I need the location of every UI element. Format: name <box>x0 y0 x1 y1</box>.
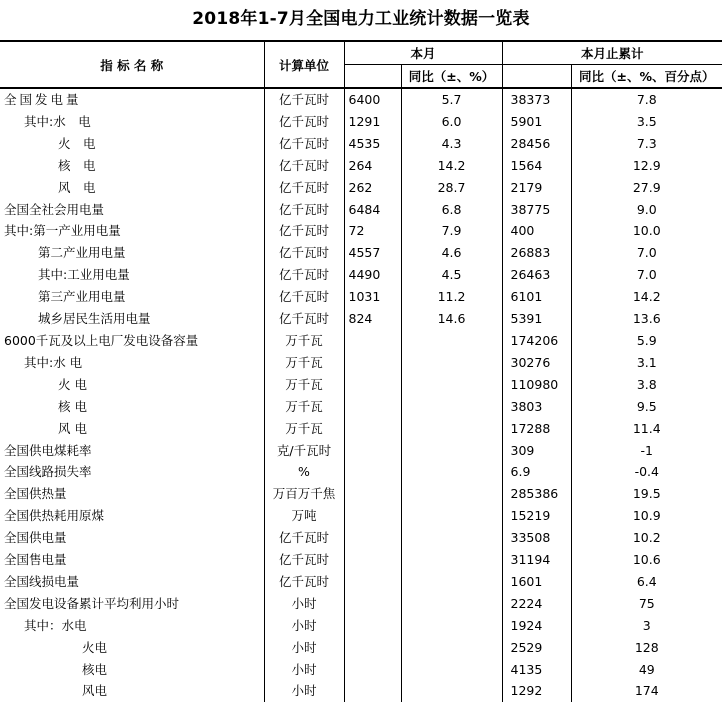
row-unit: 小时 <box>264 637 344 659</box>
row-cumulative-yoy: 128 <box>571 637 722 659</box>
row-cumulative-value: 31194 <box>502 549 571 571</box>
row-cumulative-value: 30276 <box>502 352 571 374</box>
row-cumulative-yoy: 9.5 <box>571 396 722 418</box>
row-unit: 万吨 <box>264 505 344 527</box>
row-month-value <box>344 352 401 374</box>
row-cumulative-yoy: 10.0 <box>571 220 722 242</box>
row-cumulative-value: 174206 <box>502 330 571 352</box>
row-unit: 亿千瓦时 <box>264 308 344 330</box>
row-name: 火 电 <box>58 376 87 392</box>
row-month-yoy: 4.6 <box>401 242 502 264</box>
row-month-yoy: 6.0 <box>401 111 502 133</box>
header-indicator: 指 标 名 称 <box>0 41 264 88</box>
table-row <box>0 308 722 330</box>
header-unit: 计算单位 <box>264 41 344 88</box>
row-name: 全国供电量 <box>4 530 67 546</box>
row-unit: 亿千瓦时 <box>264 199 344 221</box>
row-name: 其中:水 电 <box>24 354 83 370</box>
row-cumulative-value: 285386 <box>502 483 571 505</box>
table-row <box>0 680 722 702</box>
row-cumulative-value: 1601 <box>502 571 571 593</box>
row-name: 全国发电量 <box>4 92 82 107</box>
row-month-yoy: 5.7 <box>401 88 502 111</box>
row-month-yoy: 4.3 <box>401 133 502 155</box>
table-row <box>0 374 722 396</box>
row-month-value <box>344 505 401 527</box>
row-month-value: 262 <box>344 177 401 199</box>
table-row <box>0 615 722 637</box>
row-month-yoy <box>401 637 502 659</box>
row-month-value <box>344 330 401 352</box>
row-month-yoy <box>401 593 502 615</box>
row-name: 核电 <box>82 661 108 677</box>
row-month-yoy <box>401 527 502 549</box>
row-month-yoy <box>401 440 502 462</box>
row-cumulative-yoy: 27.9 <box>571 177 722 199</box>
row-name: 火 电 <box>58 135 96 151</box>
row-month-value <box>344 440 401 462</box>
row-name: 6000千瓦及以上电厂发电设备容量 <box>4 332 199 348</box>
table-row <box>0 264 722 286</box>
header-cumulative-value <box>502 65 571 89</box>
row-month-value: 72 <box>344 220 401 242</box>
row-month-value <box>344 396 401 418</box>
header-month: 本月 <box>344 41 502 65</box>
row-unit: 克/千瓦时 <box>264 440 344 462</box>
table-row <box>0 637 722 659</box>
table-row <box>0 352 722 374</box>
row-unit: 亿千瓦时 <box>264 220 344 242</box>
row-month-value <box>344 418 401 440</box>
row-month-value: 4490 <box>344 264 401 286</box>
row-unit: 亿千瓦时 <box>264 527 344 549</box>
row-cumulative-value: 15219 <box>502 505 571 527</box>
row-cumulative-value: 5901 <box>502 111 571 133</box>
row-cumulative-yoy: -1 <box>571 440 722 462</box>
row-month-yoy <box>401 483 502 505</box>
row-unit: 小时 <box>264 659 344 681</box>
row-cumulative-value: 38373 <box>502 88 571 111</box>
table-row <box>0 111 722 133</box>
row-cumulative-yoy: 10.2 <box>571 527 722 549</box>
row-cumulative-value: 3803 <box>502 396 571 418</box>
row-month-value <box>344 461 401 483</box>
row-unit: 小时 <box>264 680 344 702</box>
table-row <box>0 396 722 418</box>
row-name: 其中:工业用电量 <box>38 267 130 283</box>
row-cumulative-value: 2529 <box>502 637 571 659</box>
row-month-yoy <box>401 374 502 396</box>
row-cumulative-value: 2224 <box>502 593 571 615</box>
row-unit: 万百万千焦 <box>264 483 344 505</box>
row-cumulative-value: 4135 <box>502 659 571 681</box>
row-name: 全国供电煤耗率 <box>4 442 92 458</box>
row-month-yoy: 11.2 <box>401 286 502 308</box>
row-month-value <box>344 374 401 396</box>
row-month-yoy <box>401 680 502 702</box>
row-cumulative-yoy: -0.4 <box>571 461 722 483</box>
row-name: 其中：水电 <box>24 617 87 633</box>
row-cumulative-value: 309 <box>502 440 571 462</box>
row-cumulative-yoy: 3.8 <box>571 374 722 396</box>
table-row <box>0 440 722 462</box>
row-cumulative-yoy: 14.2 <box>571 286 722 308</box>
row-cumulative-yoy: 9.0 <box>571 199 722 221</box>
table-row <box>0 593 722 615</box>
header-cumulative-yoy: 同比（±、%、百分点） <box>571 65 722 89</box>
table-row <box>0 242 722 264</box>
row-cumulative-yoy: 19.5 <box>571 483 722 505</box>
row-unit: % <box>264 461 344 483</box>
row-cumulative-yoy: 174 <box>571 680 722 702</box>
row-cumulative-yoy: 11.4 <box>571 418 722 440</box>
table-row <box>0 155 722 177</box>
table-row <box>0 199 722 221</box>
row-name: 其中:水 电 <box>24 113 91 129</box>
row-cumulative-yoy: 7.0 <box>571 242 722 264</box>
row-month-yoy <box>401 571 502 593</box>
row-month-yoy <box>401 505 502 527</box>
row-cumulative-value: 2179 <box>502 177 571 199</box>
row-name: 核 电 <box>58 398 87 414</box>
row-unit: 亿千瓦时 <box>264 133 344 155</box>
table-row <box>0 483 722 505</box>
row-name: 第三产业用电量 <box>38 289 126 305</box>
row-unit: 万千瓦 <box>264 396 344 418</box>
row-month-yoy: 4.5 <box>401 264 502 286</box>
row-name: 全国供热耗用原煤 <box>4 508 105 524</box>
row-month-yoy <box>401 352 502 374</box>
header-cumulative: 本月止累计 <box>502 41 722 65</box>
row-unit: 亿千瓦时 <box>264 111 344 133</box>
row-month-yoy <box>401 659 502 681</box>
row-unit: 万千瓦 <box>264 374 344 396</box>
row-cumulative-yoy: 10.9 <box>571 505 722 527</box>
row-month-value <box>344 549 401 571</box>
row-month-yoy: 28.7 <box>401 177 502 199</box>
header-month-value <box>344 65 401 89</box>
row-cumulative-yoy: 7.8 <box>571 88 722 111</box>
row-cumulative-value: 1292 <box>502 680 571 702</box>
row-name: 全国售电量 <box>4 552 67 568</box>
row-month-value <box>344 527 401 549</box>
row-month-yoy: 6.8 <box>401 199 502 221</box>
row-cumulative-value: 1924 <box>502 615 571 637</box>
table-row <box>0 220 722 242</box>
row-cumulative-yoy: 6.4 <box>571 571 722 593</box>
row-month-value: 824 <box>344 308 401 330</box>
row-cumulative-value: 400 <box>502 220 571 242</box>
row-cumulative-value: 26463 <box>502 264 571 286</box>
row-cumulative-value: 26883 <box>502 242 571 264</box>
row-month-value <box>344 637 401 659</box>
row-cumulative-yoy: 75 <box>571 593 722 615</box>
row-month-value <box>344 615 401 637</box>
row-name: 城乡居民生活用电量 <box>38 311 151 327</box>
row-month-yoy <box>401 418 502 440</box>
table-row <box>0 286 722 308</box>
row-month-yoy <box>401 615 502 637</box>
row-unit: 亿千瓦时 <box>264 155 344 177</box>
header-month-yoy: 同比（±、%） <box>401 65 502 89</box>
row-name: 风 电 <box>58 179 96 195</box>
row-name: 风电 <box>82 683 108 699</box>
row-unit: 亿千瓦时 <box>264 286 344 308</box>
table-row <box>0 527 722 549</box>
statistics-table <box>0 40 722 702</box>
row-month-value: 1031 <box>344 286 401 308</box>
table-body <box>0 88 722 702</box>
row-cumulative-value: 33508 <box>502 527 571 549</box>
row-cumulative-yoy: 12.9 <box>571 155 722 177</box>
table-row <box>0 461 722 483</box>
row-name: 全国发电设备累计平均利用小时 <box>4 595 180 611</box>
row-name: 全国供热量 <box>4 486 67 502</box>
row-cumulative-yoy: 3 <box>571 615 722 637</box>
row-unit: 万千瓦 <box>264 418 344 440</box>
row-cumulative-yoy: 10.6 <box>571 549 722 571</box>
table-row <box>0 549 722 571</box>
row-month-value <box>344 483 401 505</box>
row-month-yoy <box>401 396 502 418</box>
row-cumulative-yoy: 5.9 <box>571 330 722 352</box>
row-name: 全国线损电量 <box>4 573 80 589</box>
row-cumulative-yoy: 3.5 <box>571 111 722 133</box>
row-month-yoy: 7.9 <box>401 220 502 242</box>
row-cumulative-value: 1564 <box>502 155 571 177</box>
row-cumulative-value: 17288 <box>502 418 571 440</box>
table-row <box>0 133 722 155</box>
table-row <box>0 418 722 440</box>
row-cumulative-yoy: 49 <box>571 659 722 681</box>
row-month-yoy <box>401 549 502 571</box>
row-cumulative-yoy: 13.6 <box>571 308 722 330</box>
table-row <box>0 330 722 352</box>
row-cumulative-value: 28456 <box>502 133 571 155</box>
row-name: 第二产业用电量 <box>38 245 126 261</box>
row-unit: 小时 <box>264 593 344 615</box>
row-cumulative-yoy: 7.3 <box>571 133 722 155</box>
row-unit: 亿千瓦时 <box>264 242 344 264</box>
row-unit: 亿千瓦时 <box>264 177 344 199</box>
table-row <box>0 571 722 593</box>
row-month-value <box>344 680 401 702</box>
row-cumulative-value: 110980 <box>502 374 571 396</box>
row-month-yoy: 14.6 <box>401 308 502 330</box>
row-name: 其中:第一产业用电量 <box>4 223 121 239</box>
row-month-value <box>344 571 401 593</box>
page-title: 2018年1-7月全国电力工业统计数据一览表 <box>192 9 530 29</box>
row-month-value <box>344 659 401 681</box>
row-month-value: 4557 <box>344 242 401 264</box>
row-unit: 小时 <box>264 615 344 637</box>
row-cumulative-yoy: 7.0 <box>571 264 722 286</box>
row-month-yoy <box>401 461 502 483</box>
table-row <box>0 505 722 527</box>
row-unit: 万千瓦 <box>264 352 344 374</box>
row-name: 核 电 <box>58 157 96 173</box>
row-cumulative-value: 6.9 <box>502 461 571 483</box>
row-unit: 万千瓦 <box>264 330 344 352</box>
row-name: 全国线路损失率 <box>4 464 92 480</box>
table-row <box>0 88 722 111</box>
row-unit: 亿千瓦时 <box>264 88 344 111</box>
row-month-value: 6484 <box>344 199 401 221</box>
row-cumulative-value: 5391 <box>502 308 571 330</box>
row-month-value: 6400 <box>344 88 401 111</box>
row-unit: 亿千瓦时 <box>264 571 344 593</box>
row-name: 火电 <box>82 639 108 655</box>
row-cumulative-value: 6101 <box>502 286 571 308</box>
row-name: 风 电 <box>58 420 87 436</box>
row-month-yoy: 14.2 <box>401 155 502 177</box>
row-cumulative-yoy: 3.1 <box>571 352 722 374</box>
row-unit: 亿千瓦时 <box>264 264 344 286</box>
table-row <box>0 177 722 199</box>
row-month-value <box>344 593 401 615</box>
row-month-value: 4535 <box>344 133 401 155</box>
table-row <box>0 659 722 681</box>
row-month-yoy <box>401 330 502 352</box>
row-unit: 亿千瓦时 <box>264 549 344 571</box>
row-name: 全国全社会用电量 <box>4 201 105 217</box>
row-cumulative-value: 38775 <box>502 199 571 221</box>
row-month-value: 1291 <box>344 111 401 133</box>
row-month-value: 264 <box>344 155 401 177</box>
